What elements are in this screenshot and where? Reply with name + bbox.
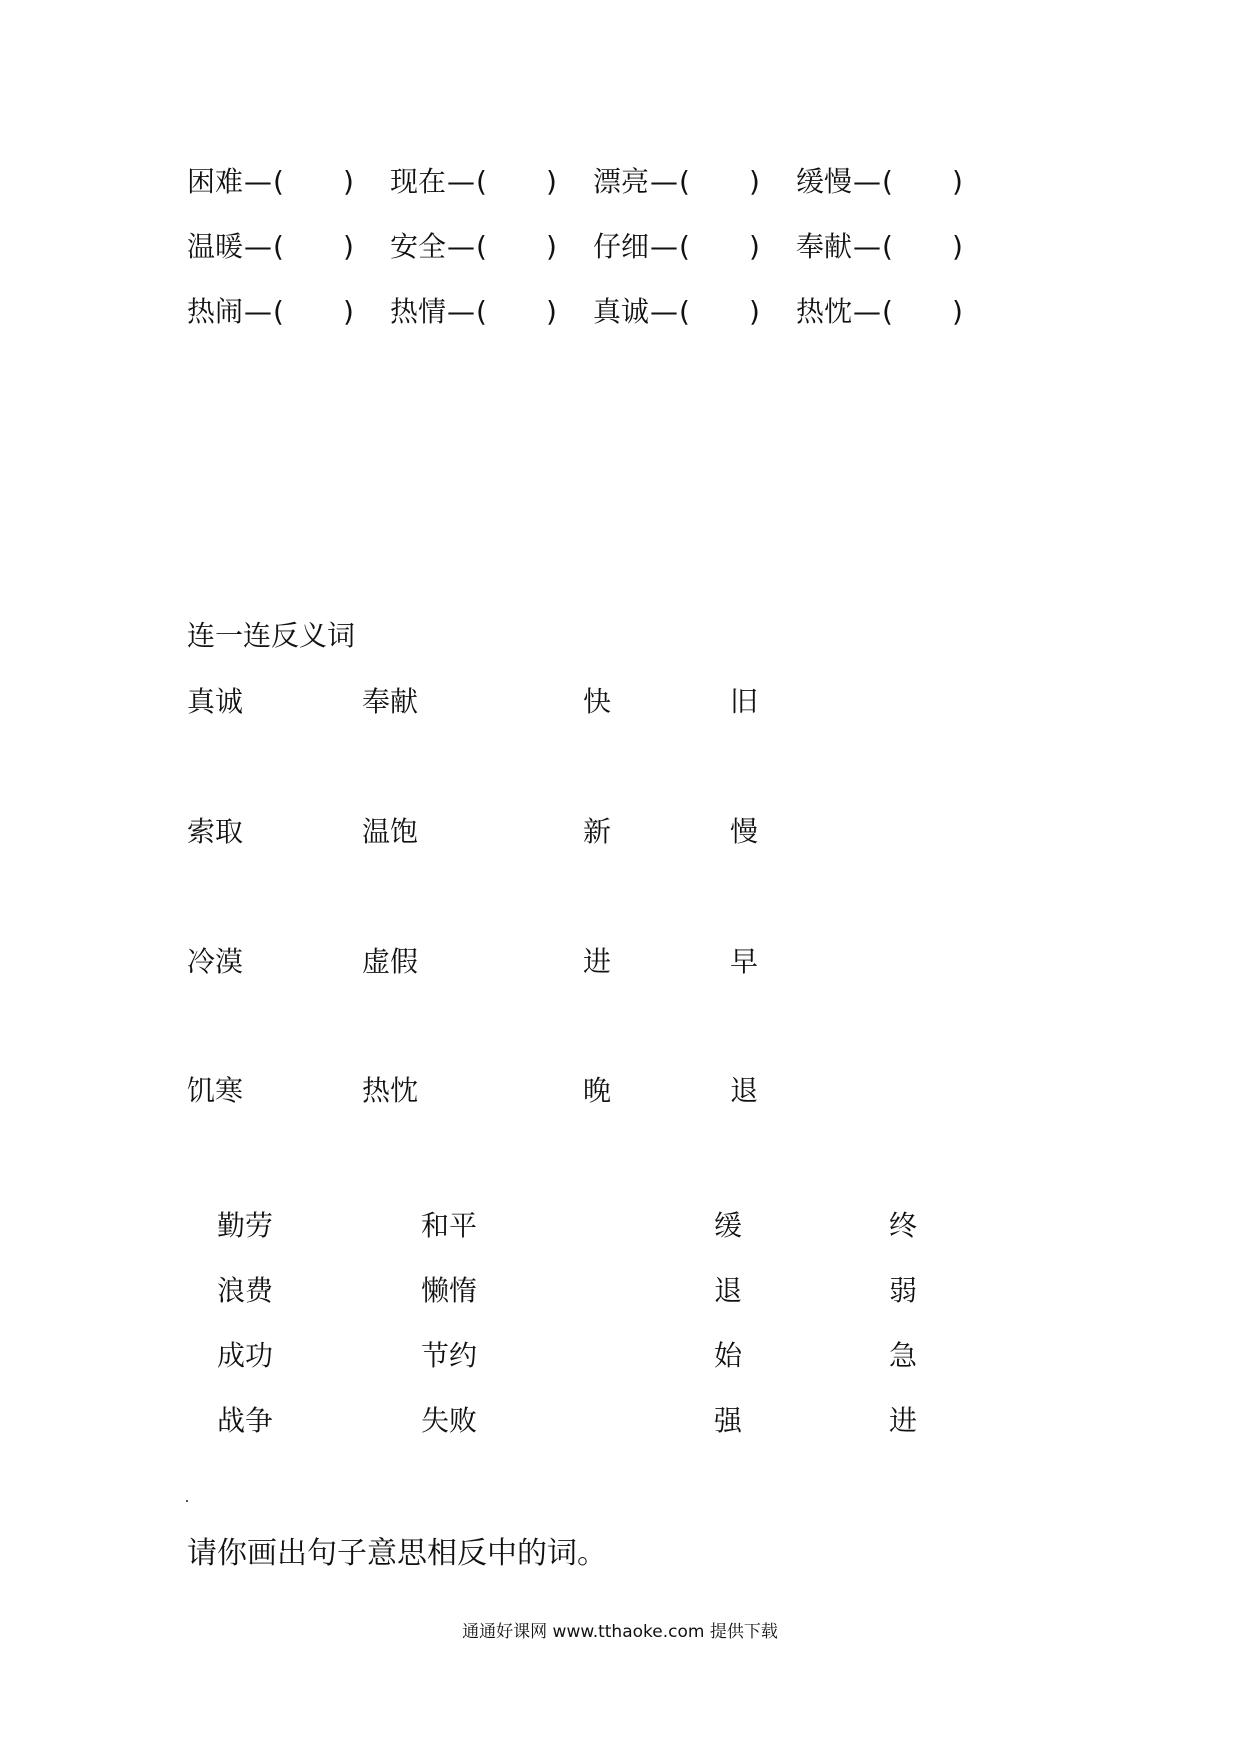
match-word[interactable]: 始 bbox=[714, 1339, 743, 1372]
synonym-word: 温暖 bbox=[187, 230, 244, 263]
match-word[interactable]: 进 bbox=[583, 945, 612, 978]
match-word[interactable]: 新 bbox=[583, 815, 612, 848]
close-paren: ) bbox=[343, 295, 354, 328]
footer-credit: 通通好课网 www.tthaoke.com 提供下载 bbox=[462, 1622, 778, 1642]
synonym-item bbox=[796, 229, 970, 265]
dash: — bbox=[853, 295, 882, 328]
match-word[interactable]: 节约 bbox=[421, 1339, 478, 1372]
match-word[interactable]: 虚假 bbox=[362, 945, 419, 978]
synonym-word: 安全 bbox=[390, 230, 447, 263]
open-paren: ( bbox=[679, 295, 690, 328]
match-word[interactable]: 退 bbox=[714, 1274, 743, 1307]
synonym-item bbox=[390, 229, 564, 265]
match-word[interactable]: 热忱 bbox=[362, 1074, 419, 1107]
dash: — bbox=[447, 165, 476, 198]
open-paren: ( bbox=[273, 295, 284, 328]
match-word[interactable]: 旧 bbox=[730, 685, 759, 718]
dash: — bbox=[650, 295, 679, 328]
close-paren: ) bbox=[952, 295, 963, 328]
dash: — bbox=[244, 295, 273, 328]
open-paren: ( bbox=[679, 230, 690, 263]
synonym-item bbox=[593, 229, 767, 265]
match-word[interactable]: 奉献 bbox=[362, 685, 419, 718]
match-word[interactable]: 进 bbox=[889, 1404, 918, 1437]
open-paren: ( bbox=[476, 230, 487, 263]
synonym-item bbox=[593, 294, 767, 330]
match-word[interactable]: 真诚 bbox=[187, 685, 244, 718]
synonym-word: 奉献 bbox=[796, 230, 853, 263]
synonym-item bbox=[390, 294, 564, 330]
synonym-item bbox=[187, 294, 361, 330]
match-word[interactable]: 终 bbox=[889, 1209, 918, 1242]
match-word[interactable]: 晚 bbox=[583, 1074, 612, 1107]
match-word[interactable]: 早 bbox=[730, 945, 759, 978]
match-word[interactable]: 浪费 bbox=[217, 1274, 274, 1307]
section-title: 连一连反义词 bbox=[187, 619, 356, 652]
match-word[interactable]: 勤劳 bbox=[217, 1209, 274, 1242]
synonym-word: 现在 bbox=[390, 165, 447, 198]
synonym-item bbox=[796, 294, 970, 330]
match-word[interactable]: 饥寒 bbox=[187, 1074, 244, 1107]
open-paren: ( bbox=[882, 165, 893, 198]
dash: — bbox=[244, 230, 273, 263]
match-word[interactable]: 退 bbox=[730, 1074, 759, 1107]
synonym-word: 真诚 bbox=[593, 295, 650, 328]
dash: — bbox=[853, 230, 882, 263]
open-paren: ( bbox=[882, 295, 893, 328]
match-word[interactable]: 冷漠 bbox=[187, 945, 244, 978]
close-paren: ) bbox=[952, 230, 963, 263]
open-paren: ( bbox=[476, 295, 487, 328]
match-word[interactable]: 快 bbox=[583, 685, 612, 718]
match-word[interactable]: 和平 bbox=[421, 1209, 478, 1242]
close-paren: ) bbox=[952, 165, 963, 198]
dash: — bbox=[447, 230, 476, 263]
synonym-word: 仔细 bbox=[593, 230, 650, 263]
close-paren: ) bbox=[749, 295, 760, 328]
dash: — bbox=[244, 165, 273, 198]
synonym-item bbox=[390, 164, 564, 200]
open-paren: ( bbox=[273, 165, 284, 198]
close-paren: ) bbox=[546, 295, 557, 328]
exercise-prompt: 请你画出句子意思相反中的词。 bbox=[187, 1536, 607, 1571]
dash: — bbox=[853, 165, 882, 198]
match-word[interactable]: 慢 bbox=[730, 815, 759, 848]
synonym-item bbox=[187, 164, 361, 200]
stray-dot bbox=[186, 1500, 188, 1502]
close-paren: ) bbox=[343, 165, 354, 198]
match-word[interactable]: 索取 bbox=[187, 815, 244, 848]
match-word[interactable]: 强 bbox=[714, 1404, 743, 1437]
synonym-word: 热情 bbox=[390, 295, 447, 328]
open-paren: ( bbox=[882, 230, 893, 263]
close-paren: ) bbox=[546, 165, 557, 198]
synonym-item bbox=[796, 164, 970, 200]
open-paren: ( bbox=[476, 165, 487, 198]
dash: — bbox=[447, 295, 476, 328]
close-paren: ) bbox=[546, 230, 557, 263]
match-word[interactable]: 温饱 bbox=[362, 815, 419, 848]
match-word[interactable]: 懒惰 bbox=[421, 1274, 478, 1307]
close-paren: ) bbox=[749, 165, 760, 198]
open-paren: ( bbox=[273, 230, 284, 263]
synonym-word: 缓慢 bbox=[796, 165, 853, 198]
open-paren: ( bbox=[679, 165, 690, 198]
match-word[interactable]: 成功 bbox=[217, 1339, 274, 1372]
synonym-word: 热忱 bbox=[796, 295, 853, 328]
synonym-item bbox=[593, 164, 767, 200]
match-word[interactable]: 缓 bbox=[714, 1209, 743, 1242]
synonym-word: 漂亮 bbox=[593, 165, 650, 198]
dash: — bbox=[650, 165, 679, 198]
dash: — bbox=[650, 230, 679, 263]
match-word[interactable]: 失败 bbox=[421, 1404, 478, 1437]
match-word[interactable]: 弱 bbox=[889, 1274, 918, 1307]
close-paren: ) bbox=[343, 230, 354, 263]
match-word[interactable]: 战争 bbox=[217, 1404, 274, 1437]
match-word[interactable]: 急 bbox=[889, 1339, 918, 1372]
synonym-item bbox=[187, 229, 361, 265]
close-paren: ) bbox=[749, 230, 760, 263]
synonym-word: 热闹 bbox=[187, 295, 244, 328]
synonym-word: 困难 bbox=[187, 165, 244, 198]
